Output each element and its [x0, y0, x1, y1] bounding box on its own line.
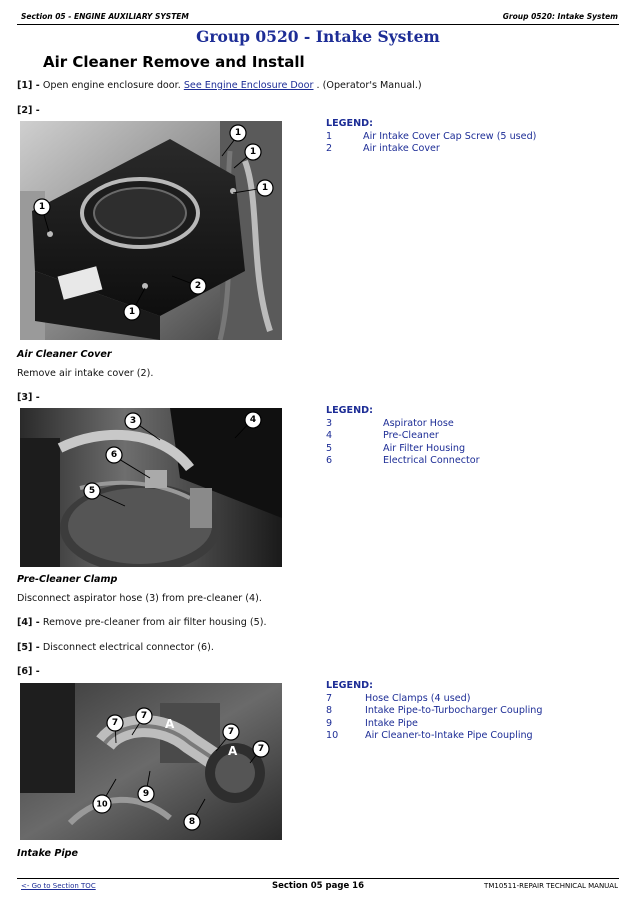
legend-title: LEGEND: — [326, 680, 373, 691]
svg-text:7: 7 — [227, 727, 235, 737]
callout-7c — [223, 724, 239, 740]
step-5 — [17, 642, 214, 653]
callout-10 — [93, 795, 111, 813]
svg-text:4: 4 — [249, 415, 257, 425]
legend-row: 5 Air Filter Housing — [326, 442, 466, 454]
photo-label-a: A — [228, 744, 238, 758]
svg-text:3: 3 — [129, 416, 137, 426]
step-5-text: Disconnect electrical connector (6). — [39, 642, 214, 653]
callout-3 — [125, 413, 141, 429]
legend-fig2 — [326, 405, 480, 468]
step-5-number: [5] - — [17, 642, 40, 653]
step-6 — [17, 666, 40, 677]
callout-1c — [257, 180, 273, 196]
photo-label-a: A — [165, 717, 175, 731]
legend-title: LEGEND: — [326, 405, 373, 416]
header-section: Section 05 - ENGINE AUXILIARY SYSTEM — [21, 12, 189, 21]
step-4-number: [4] - — [17, 617, 40, 628]
step-1-number: [1] - — [17, 80, 40, 91]
svg-text:6: 6 — [110, 450, 118, 460]
legend-fig1 — [326, 118, 536, 156]
callout-1d — [34, 199, 50, 215]
legend-fig3 — [326, 680, 542, 743]
callout-4 — [245, 412, 261, 428]
callout-1a — [230, 125, 246, 141]
step-2-number: [2] - — [17, 105, 40, 116]
step-1-text-after: . (Operator's Manual.) — [313, 80, 422, 91]
callout-6 — [106, 447, 122, 463]
svg-text:1: 1 — [128, 307, 136, 317]
step-4-text: Remove pre-cleaner from air filter housing (5). — [39, 617, 267, 628]
svg-text:7: 7 — [140, 711, 148, 721]
engine-enclosure-door-link[interactable]: See Engine Enclosure Door — [183, 80, 314, 91]
step-1-text: Open engine enclosure door. — [39, 80, 184, 91]
svg-text:5: 5 — [88, 486, 96, 496]
svg-text:1: 1 — [249, 147, 257, 157]
svg-text:7: 7 — [111, 718, 119, 728]
legend-title: LEGEND: — [326, 118, 373, 129]
callout-5 — [84, 483, 100, 499]
step-2 — [17, 105, 40, 116]
step-3-instruction: Disconnect aspirator hose (3) from pre-cleaner (4). — [17, 593, 262, 604]
page-number: Section 05 page 16 — [272, 881, 364, 891]
svg-text:2: 2 — [194, 281, 202, 291]
step-4 — [17, 617, 267, 628]
air-cleaner-cover-photo — [20, 121, 282, 340]
step-6-number: [6] - — [17, 666, 40, 677]
svg-text:10: 10 — [96, 799, 108, 809]
callout-7b — [136, 708, 152, 724]
figure-caption-air-cleaner-cover: Air Cleaner Cover — [17, 349, 112, 360]
legend-row: 1 Air Intake Cover Cap Screw (5 used) — [326, 130, 537, 142]
header-divider — [17, 24, 619, 25]
legend-row: 8 Intake Pipe-to-Turbocharger Coupling — [326, 705, 543, 717]
legend-row: 10 Air Cleaner-to-Intake Pipe Coupling — [326, 730, 533, 742]
svg-text:8: 8 — [188, 817, 196, 827]
figure-caption-pre-cleaner-clamp: Pre-Cleaner Clamp — [17, 574, 118, 585]
step-2-instruction: Remove air intake cover (2). — [17, 368, 154, 379]
callout-7d — [253, 741, 269, 757]
legend-row: 4 Pre-Cleaner — [326, 430, 439, 442]
footer-divider — [17, 878, 619, 879]
svg-text:9: 9 — [142, 789, 150, 799]
intake-pipe-photo — [20, 683, 282, 840]
legend-row: 2 Air intake Cover — [326, 143, 440, 155]
pre-cleaner-clamp-photo — [20, 408, 282, 567]
svg-text:1: 1 — [38, 202, 46, 212]
step-1 — [17, 80, 422, 91]
callout-2 — [190, 278, 206, 294]
callout-1b — [245, 144, 261, 160]
manual-id: TM10511-REPAIR TECHNICAL MANUAL — [484, 882, 618, 890]
step-3-number: [3] - — [17, 392, 40, 403]
callout-1f — [124, 304, 140, 320]
figure-caption-intake-pipe: Intake Pipe — [17, 848, 79, 859]
callout-8 — [184, 814, 200, 830]
svg-text:1: 1 — [234, 128, 242, 138]
callout-7a — [107, 715, 123, 731]
section-toc-link[interactable]: <- Go to Section TOC — [21, 882, 96, 890]
legend-row: 7 Hose Clamps (4 used) — [326, 692, 471, 704]
group-title: Group 0520 - Intake System — [196, 27, 440, 46]
svg-text:7: 7 — [257, 744, 265, 754]
callout-9 — [138, 786, 154, 802]
legend-row: 6 Electrical Connector — [326, 455, 480, 467]
legend-row: 9 Intake Pipe — [326, 717, 418, 729]
header-group: Group 0520: Intake System — [502, 12, 618, 21]
legend-row: 3 Aspirator Hose — [326, 417, 454, 429]
step-3 — [17, 392, 40, 403]
page-title: Air Cleaner Remove and Install — [43, 53, 305, 71]
svg-text:1: 1 — [261, 183, 269, 193]
